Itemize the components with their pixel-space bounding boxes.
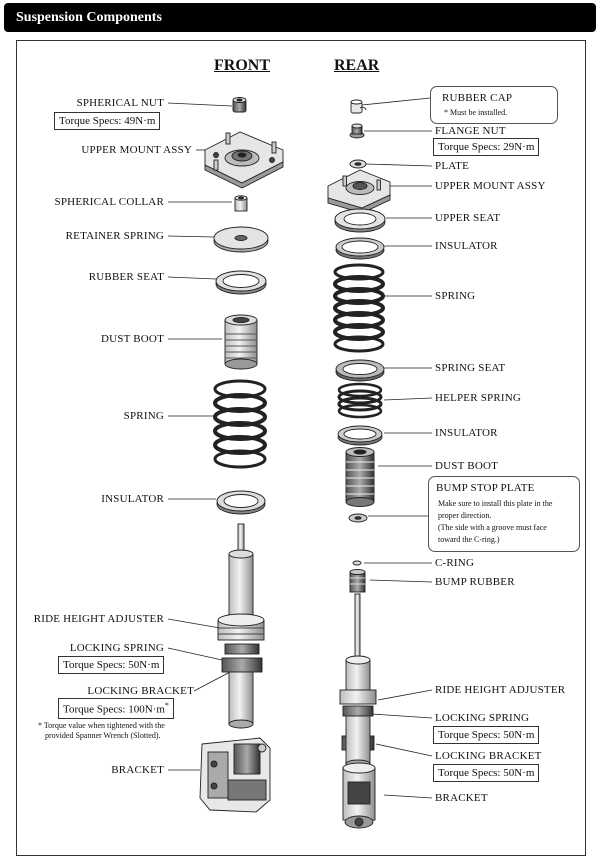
rear-ride-height-adjuster-label: RIDE HEIGHT ADJUSTER (435, 684, 566, 696)
front-bracket-label: BRACKET (111, 764, 164, 776)
rear-rubber-cap-label: RUBBER CAP (442, 92, 513, 104)
rear-insulator-mid-label: INSULATOR (435, 427, 498, 439)
front-rubber-seat-label: RUBBER SEAT (88, 271, 164, 283)
rear-spring (335, 265, 383, 351)
front-retainer-spring (214, 227, 268, 252)
rear-title: REAR (334, 57, 380, 74)
rear-insulator-top-label: INSULATOR (435, 240, 498, 252)
rear-upper-seat (335, 209, 385, 232)
rear-rubber-cap-note: * Must be installed. (444, 108, 508, 117)
front-locking-bracket-torque: Torque Specs: 100N·m* (58, 698, 174, 719)
rear-upper-mount-label: UPPER MOUNT ASSY (435, 180, 546, 192)
rear-helper-spring (339, 384, 381, 417)
leader-lines (168, 98, 432, 798)
rear-upper-mount (328, 170, 390, 213)
rear-insulator-top (336, 238, 384, 259)
rear-locking-bracket-torque: Torque Specs: 50N·m (433, 764, 539, 782)
front-spring-label: SPRING (123, 410, 164, 422)
rear-dust-boot-label: DUST BOOT (435, 460, 499, 472)
rear-c-ring-label: C-RING (435, 557, 475, 569)
front-insulator-label: INSULATOR (101, 493, 164, 505)
rear-dust-boot (346, 448, 374, 507)
rear-flange-nut-torque: Torque Specs: 29N·m (433, 138, 539, 156)
front-upper-mount-label: UPPER MOUNT ASSY (81, 144, 192, 156)
front-spherical-nut-label: SPHERICAL NUT (76, 97, 164, 109)
front-spherical-nut-torque: Torque Specs: 49N·m (54, 112, 160, 130)
rear-bump-rubber-label: BUMP RUBBER (435, 576, 515, 588)
rear-plate-label: PLATE (435, 160, 469, 172)
rear-bracket-label: BRACKET (435, 792, 488, 804)
rear-insulator-mid (338, 426, 382, 445)
front-rubber-seat (216, 271, 266, 294)
rear-bump-rubber (350, 570, 365, 593)
rear-spring-seat-label: SPRING SEAT (435, 362, 506, 374)
rear-locking-spring-torque: Torque Specs: 50N·m (433, 726, 539, 744)
rear-bump-stop-plate-label: BUMP STOP PLATE (436, 482, 535, 494)
rear-c-ring (353, 561, 361, 565)
front-spring (215, 381, 265, 467)
rear-bracket (343, 763, 375, 828)
rear-bump-note-3: (The side with a groove must face (438, 523, 547, 532)
rear-bump-note-4: toward the C-ring.) (438, 535, 500, 544)
front-spherical-nut (233, 98, 246, 113)
rear-flange-nut-label: FLANGE NUT (435, 125, 506, 137)
rear-rubber-cap (351, 100, 366, 113)
front-upper-mount (205, 132, 283, 188)
front-spherical-collar-label: SPHERICAL COLLAR (54, 196, 164, 208)
front-torque-note-2: provided Spanner Wrench (Slotted). (45, 731, 161, 740)
page-title: Suspension Components (16, 10, 162, 25)
rear-damper (340, 594, 376, 768)
rear-locking-bracket-label: LOCKING BRACKET (435, 750, 542, 762)
rear-upper-seat-label: UPPER SEAT (435, 212, 501, 224)
front-damper (218, 524, 264, 728)
front-torque-note-1: * Torque value when tightened with the (38, 721, 165, 730)
front-locking-bracket-label: LOCKING BRACKET (87, 685, 194, 697)
front-dust-boot (225, 315, 257, 369)
rear-spring-seat (336, 360, 384, 381)
front-insulator (217, 491, 265, 514)
front-title: FRONT (214, 57, 270, 74)
rear-spring-label: SPRING (435, 290, 476, 302)
rear-bump-note-2: proper direction. (438, 511, 492, 520)
front-retainer-spring-label: RETAINER SPRING (65, 230, 164, 242)
rear-helper-spring-label: HELPER SPRING (435, 392, 522, 404)
front-spherical-collar (235, 196, 247, 211)
front-locking-spring-torque: Torque Specs: 50N·m (58, 656, 164, 674)
rear-flange-nut (350, 124, 364, 138)
front-bracket (200, 738, 270, 812)
rear-locking-spring-label: LOCKING SPRING (435, 712, 530, 724)
front-ride-height-adjuster-label: RIDE HEIGHT ADJUSTER (33, 613, 164, 625)
front-locking-spring-label: LOCKING SPRING (69, 642, 164, 654)
rear-plate (350, 160, 366, 168)
rear-bump-note-1: Make sure to install this plate in the (438, 499, 553, 508)
rear-bump-stop-plate (349, 514, 367, 522)
front-dust-boot-label: DUST BOOT (100, 333, 164, 345)
